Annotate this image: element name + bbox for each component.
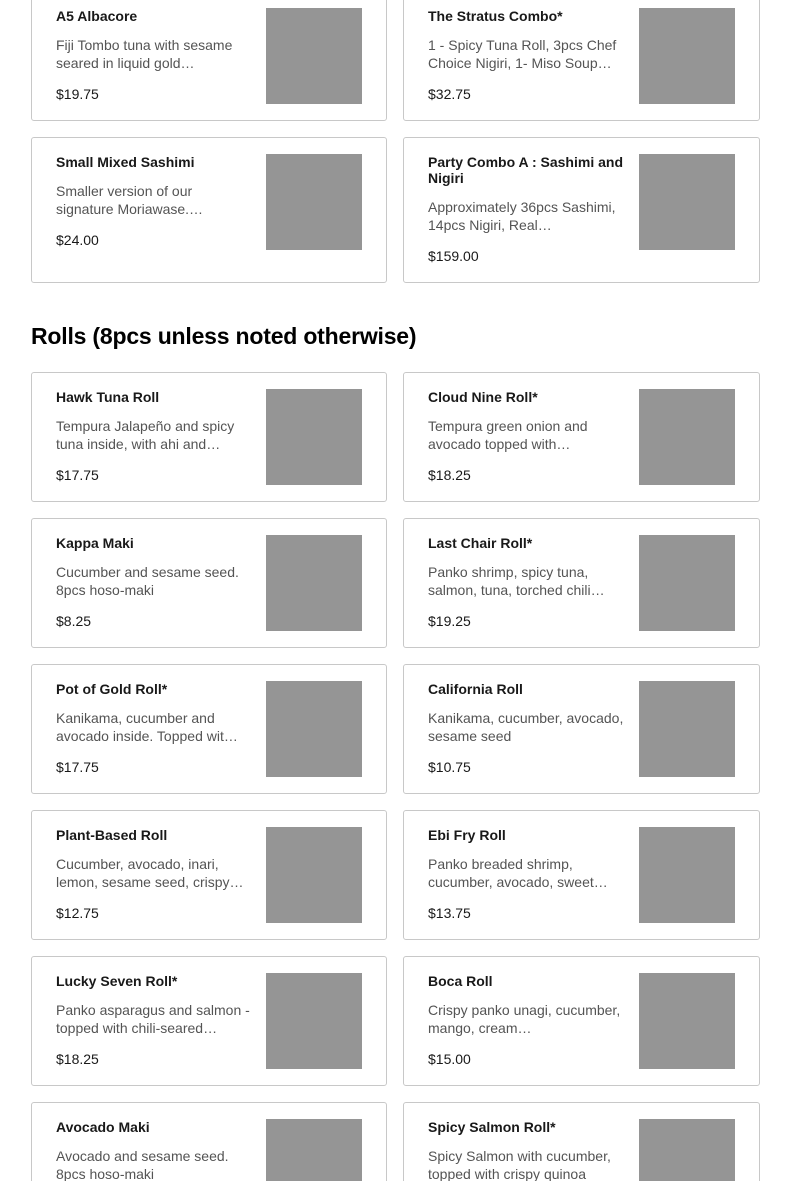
item-image-placeholder[interactable] — [266, 389, 362, 485]
item-image-placeholder[interactable] — [639, 389, 735, 485]
item-description: Spicy Salmon with cucumber, topped with crispy quinoa — [428, 1148, 611, 1181]
item-price: $10.75 — [428, 759, 471, 775]
menu-item-card[interactable] — [31, 956, 387, 1086]
item-price: $19.25 — [428, 613, 471, 629]
item-image-placeholder[interactable] — [266, 1119, 362, 1181]
menu-item-card[interactable] — [31, 664, 387, 794]
menu-item-card[interactable] — [403, 372, 760, 502]
item-image-placeholder[interactable] — [639, 154, 735, 250]
item-name: Lucky Seven Roll* — [56, 973, 178, 989]
menu-item-card[interactable] — [403, 0, 760, 121]
item-image-placeholder[interactable] — [639, 1119, 735, 1181]
menu-item-card[interactable] — [31, 137, 387, 283]
item-image-placeholder[interactable] — [266, 681, 362, 777]
item-description: Cucumber and sesame seed. 8pcs hoso-maki — [56, 564, 239, 598]
item-price: $17.75 — [56, 467, 99, 483]
item-price: $15.00 — [428, 1051, 471, 1067]
item-name: Spicy Salmon Roll* — [428, 1119, 556, 1135]
item-description: Cucumber, avocado, inari, lemon, sesame seed, crispy… — [56, 856, 244, 890]
item-price: $13.75 — [428, 905, 471, 921]
menu-grid-top — [31, 0, 760, 283]
item-image-placeholder[interactable] — [266, 973, 362, 1069]
item-description: Approximately 36pcs Sashimi, 14pcs Nigiri, Real… — [428, 199, 616, 233]
item-description: Crispy panko unagi, cucumber, mango, cream… — [428, 1002, 621, 1036]
item-name: Plant-Based Roll — [56, 827, 168, 843]
item-description: Kanikama, cucumber and avocado inside. Topped wit… — [56, 710, 238, 744]
menu-item-card[interactable] — [31, 1102, 387, 1181]
item-name: Ebi Fry Roll — [428, 827, 506, 843]
item-description: Avocado and sesame seed. 8pcs hoso-maki — [56, 1148, 229, 1181]
menu-item-card[interactable] — [31, 372, 387, 502]
item-name: Pot of Gold Roll* — [56, 681, 168, 697]
item-name: Hawk Tuna Roll — [56, 389, 160, 405]
item-image-placeholder[interactable] — [639, 827, 735, 923]
item-image-placeholder[interactable] — [639, 8, 735, 104]
item-description: Tempura green onion and avocado topped with… — [428, 418, 588, 452]
item-name: Small Mixed Sashimi — [56, 154, 195, 170]
item-description: Panko asparagus and salmon - topped with chili-seared… — [56, 1002, 250, 1036]
menu-item-card[interactable] — [403, 956, 760, 1086]
item-price: $12.75 — [56, 905, 99, 921]
item-name: Party Combo A : Sashimi and Nigiri — [428, 154, 623, 186]
menu-item-card[interactable] — [31, 810, 387, 940]
item-price: $19.75 — [56, 86, 99, 102]
item-name: Cloud Nine Roll* — [428, 389, 538, 405]
menu-item-card[interactable] — [31, 0, 387, 121]
menu-item-card[interactable] — [403, 137, 760, 283]
item-price: $8.25 — [56, 613, 92, 629]
item-name: Avocado Maki — [56, 1119, 150, 1135]
section-title: Rolls (8pcs unless noted otherwise) — [31, 323, 417, 349]
item-price: $18.25 — [428, 467, 471, 483]
menu-item-card[interactable] — [403, 664, 760, 794]
item-image-placeholder[interactable] — [266, 154, 362, 250]
item-name: Last Chair Roll* — [428, 535, 533, 551]
item-description: Kanikama, cucumber, avocado, sesame seed — [428, 710, 624, 744]
menu-grid-rolls — [31, 372, 760, 1181]
item-price: $24.00 — [56, 232, 99, 248]
menu-item-card[interactable] — [403, 810, 760, 940]
item-image-placeholder[interactable] — [639, 681, 735, 777]
item-image-placeholder[interactable] — [639, 973, 735, 1069]
item-price: $17.75 — [56, 759, 99, 775]
menu-item-card[interactable] — [403, 1102, 760, 1181]
item-image-placeholder[interactable] — [266, 535, 362, 631]
item-price: $18.25 — [56, 1051, 99, 1067]
item-description: 1 - Spicy Tuna Roll, 3pcs Chef Choice Nigiri, 1- Miso Soup… — [428, 37, 617, 71]
menu-item-card[interactable] — [403, 518, 760, 648]
item-name: Boca Roll — [428, 973, 493, 989]
item-description: Panko shrimp, spicy tuna, salmon, tuna, torched chili… — [428, 564, 605, 598]
item-description: Smaller version of our signature Moriawase.… — [56, 183, 204, 217]
item-description: Tempura Jalapeño and spicy tuna inside, with ahi and… — [56, 418, 235, 452]
item-image-placeholder[interactable] — [639, 535, 735, 631]
item-price: $32.75 — [428, 86, 471, 102]
item-image-placeholder[interactable] — [266, 827, 362, 923]
item-name: Kappa Maki — [56, 535, 134, 551]
item-name: California Roll — [428, 681, 523, 697]
menu-item-card[interactable] — [31, 518, 387, 648]
item-description: Fiji Tombo tuna with sesame seared in liquid gold… — [56, 37, 233, 71]
item-name: The Stratus Combo* — [428, 8, 563, 24]
item-description: Panko breaded shrimp, cucumber, avocado, sweet… — [428, 856, 608, 890]
item-name: A5 Albacore — [56, 8, 138, 24]
item-price: $159.00 — [428, 248, 479, 264]
item-image-placeholder[interactable] — [266, 8, 362, 104]
